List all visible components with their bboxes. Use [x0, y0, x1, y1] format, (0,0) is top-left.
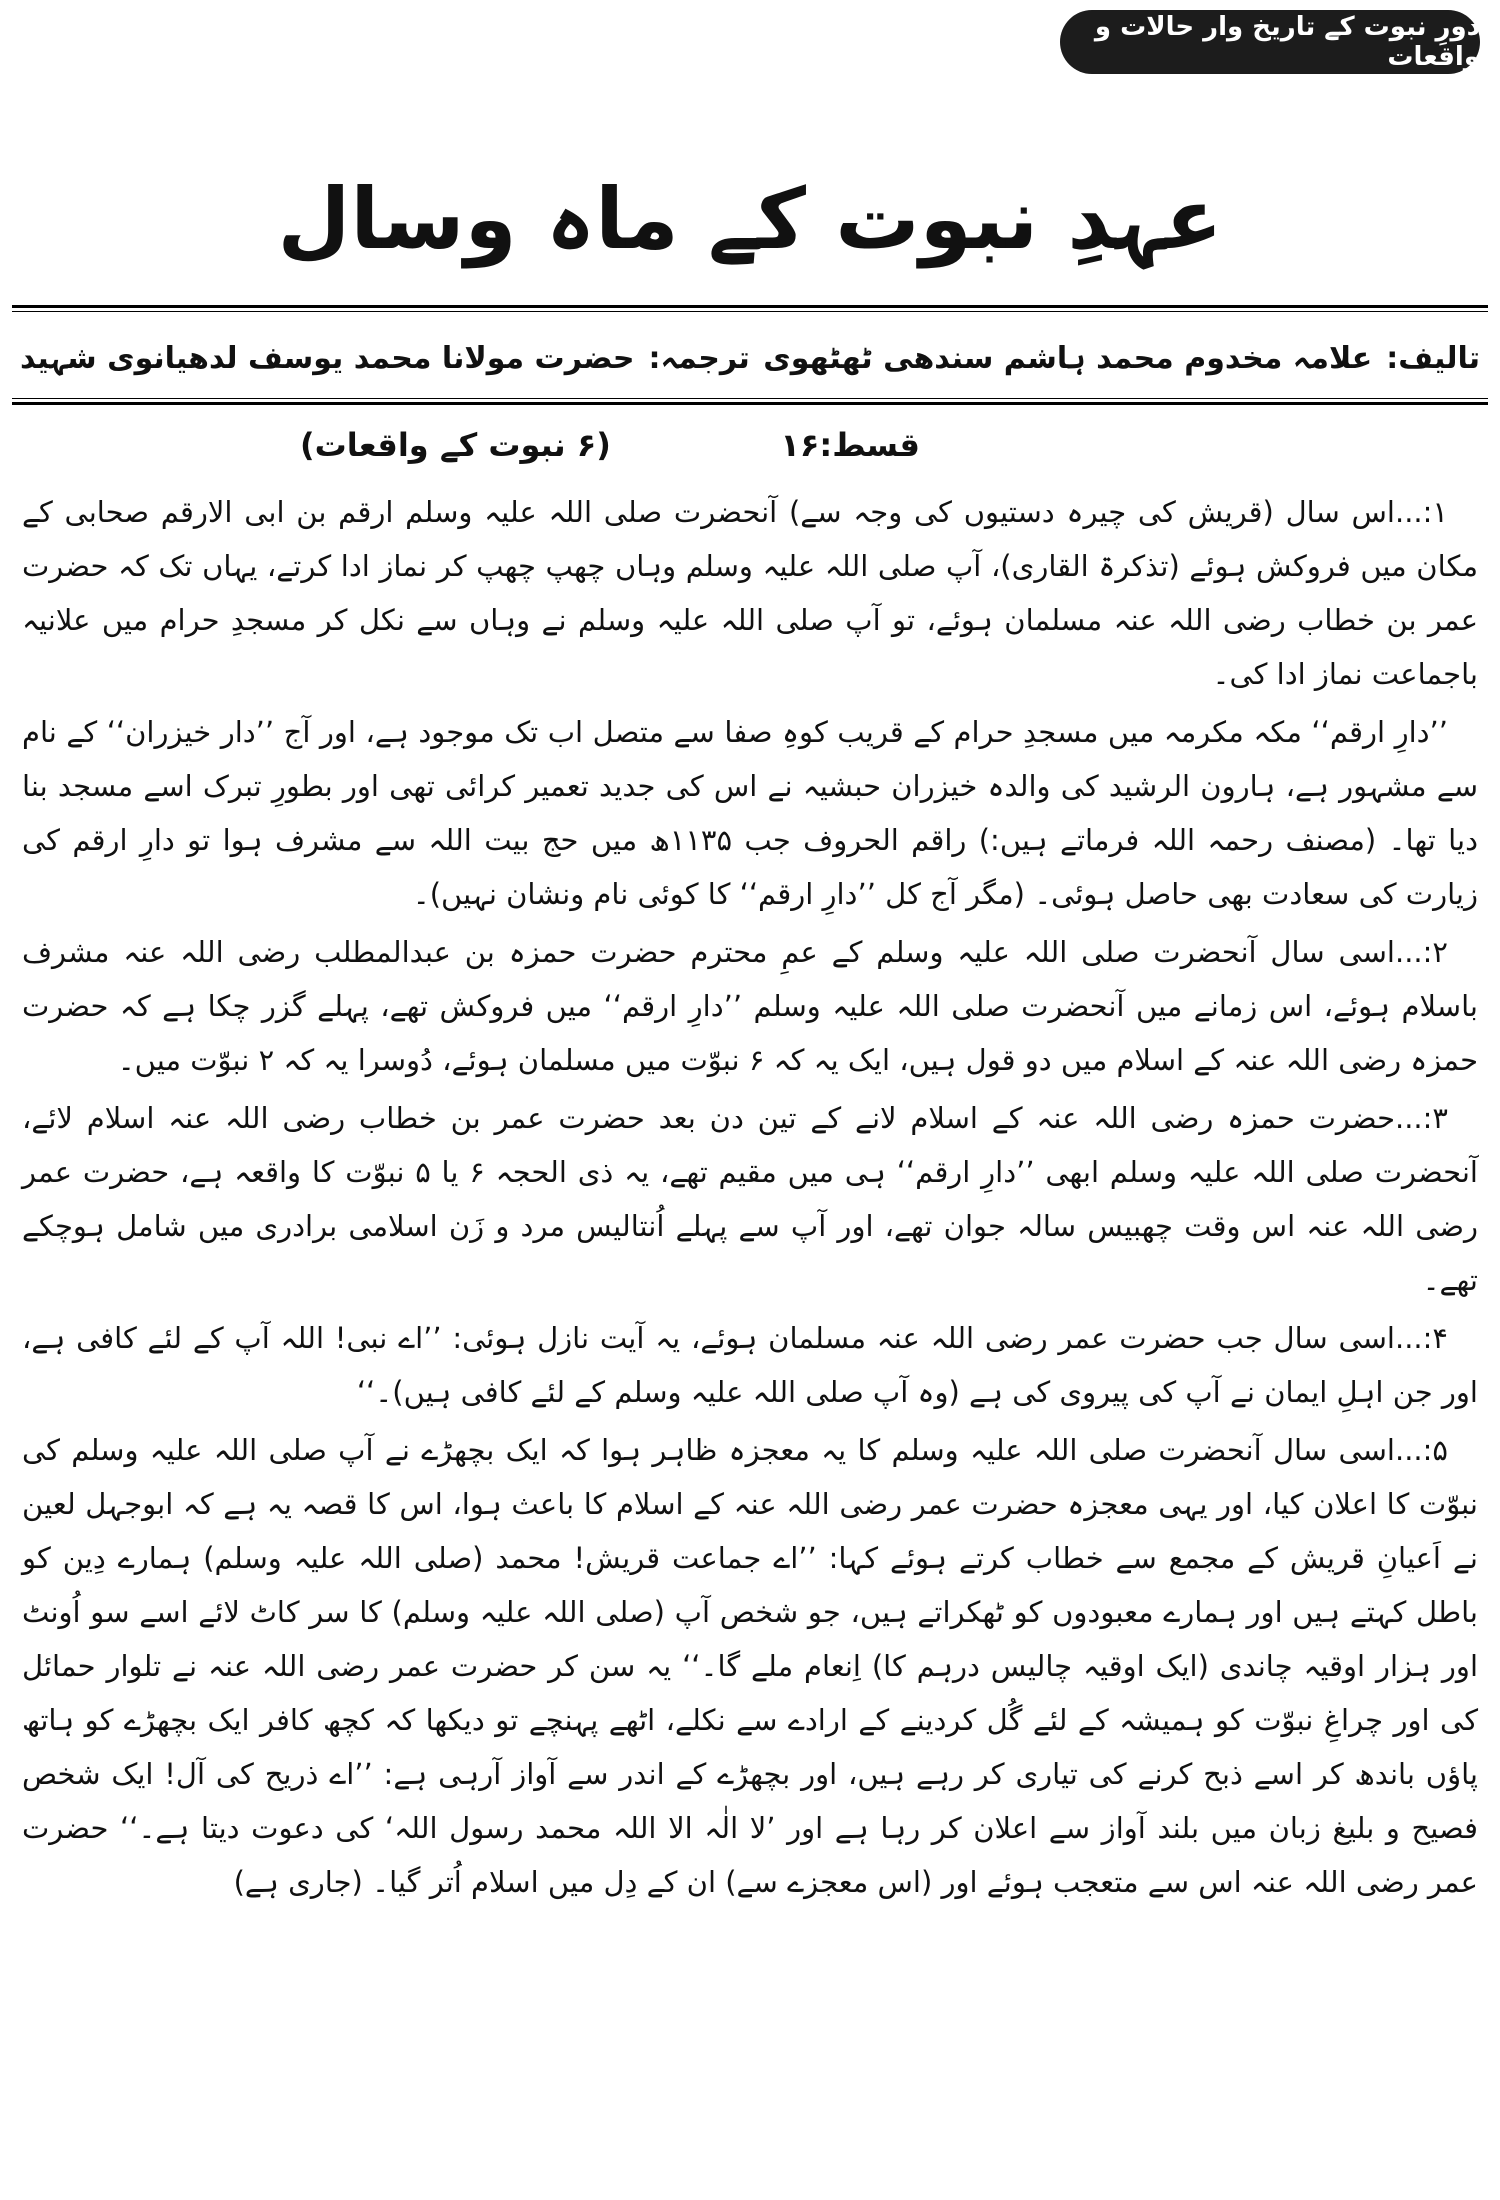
paragraph-1: ۱:...اس سال (قریش کی چیرہ دستیوں کی وجہ سے) آنحضرت صلی اللہ علیہ وسلم ارقم بن ابی الارقم صحابی کے مکان میں فروکش ہوئے (تذکرۃ القاری)، آپ صلی اللہ علیہ وسلم وہاں چھپ چھپ کر نماز ادا کرتے، یہاں تک کہ حضرت عمر بن خطاب رضی اللہ عنہ مسلمان ہوئے، تو آپ صلی اللہ علیہ وسلم نے وہاں سے نکل کر مسجدِ حرام میں علانیہ باجماعت نماز ادا کی۔ — [22, 495, 1478, 691]
translator-name: حضرت مولانا محمد یوسف لدھیانوی شہید — [20, 340, 635, 376]
title-divider-thin — [12, 311, 1488, 312]
article-body — [22, 485, 1478, 1913]
translator-credit — [20, 341, 750, 376]
installment-heading — [300, 420, 920, 470]
installment-subject: (۶ نبوت کے واقعات) — [300, 426, 611, 464]
paragraph-5: ۴:...اسی سال جب حضرت عمر رضی اللہ عنہ مسلمان ہوئے، یہ آیت نازل ہوئی: ’’اے نبی! اللہ آپ کے لئے کافی ہے، اور جن اہلِ ایمان نے آپ کی پیروی کی ہے (وہ آپ صلی اللہ علیہ وسلم کے لئے کافی ہیں)۔‘‘ — [22, 1321, 1478, 1409]
byline-divider-thin — [12, 398, 1488, 399]
author-label: تالیف: — [1386, 340, 1480, 376]
installment-number: قسط:۱۶ — [780, 426, 920, 464]
paragraph-2: ’’دارِ ارقم‘‘ مکہ مکرمہ میں مسجدِ حرام کے قریب کوہِ صفا سے متصل اب تک موجود ہے، اور آج ’’دار خیزران‘‘ کے نام سے مشہور ہے، ہارون الرشید کی والدہ خیزران حبشیہ نے اس کی جدید تعمیر کرائی تھی اور بطورِ تبرک اسے مسجد بنا دیا تھا۔ (مصنف رحمہ اللہ فرماتے ہیں:) راقم الحروف جب ۱۱۳۵ھ میں حج بیت اللہ سے مشرف ہوا تو دارِ ارقم کی زیارت کی سعادت بھی حاصل ہوئی۔ (مگر آج کل ’’دارِ ارقم‘‘ کا کوئی نام ونشان نہیں)۔ — [22, 715, 1478, 911]
paragraph-4: ۳:...حضرت حمزہ رضی اللہ عنہ کے اسلام لانے کے تین دن بعد حضرت عمر بن خطاب رضی اللہ عنہ اسلام لائے، آنحضرت صلی اللہ علیہ وسلم ابھی ’’دارِ ارقم‘‘ ہی میں مقیم تھے، یہ ذی الحجہ ۶ یا ۵ نبوّت کا واقعہ ہے، حضرت عمر رضی اللہ عنہ اس وقت چھبیس سالہ جوان تھے، اور آپ سے پہلے اُنتالیس مرد و زَن اسلامی برادری میں شامل ہوچکے تھے۔ — [22, 1101, 1478, 1297]
title-divider — [12, 305, 1488, 308]
translator-label: ترجمہ: — [648, 340, 750, 376]
paragraph-6: ۵:...اسی سال آنحضرت صلی اللہ علیہ وسلم کا یہ معجزہ ظاہر ہوا کہ ایک بچھڑے نے آپ صلی اللہ علیہ وسلم کی نبوّت کا اعلان کیا، اور یہی معجزہ حضرت عمر رضی اللہ عنہ کے اسلام کا باعث ہوا، اس کا قصہ یہ ہے کہ ابوجہل لعین نے اَعیانِ قریش کے مجمع سے خطاب کرتے ہوئے کہا: ’’اے جماعت قریش! محمد (صلی اللہ علیہ وسلم) ہمارے دِین کو باطل کہتے ہیں اور ہمارے معبودوں کو ٹھکراتے ہیں، جو شخص آپ (صلی اللہ علیہ وسلم) کا سر کاٹ لائے اسے سو اُونٹ اور ہزار اوقیہ چاندی (ایک اوقیہ چالیس درہم کا) اِنعام ملے گا۔‘‘ یہ سن کر حضرت عمر رضی اللہ عنہ نے تلوار حمائل کی اور چراغِ نبوّت کو ہمیشہ کے لئے گُل کردینے کے ارادے سے نکلے، اٹھے پہنچے تو دیکھا کہ کچھ کافر ایک بچھڑے کو ہاتھ پاؤں باندھ کر اسے ذبح کرنے کی تیاری کر رہے ہیں، اور بچھڑے کے اندر سے آواز آرہی ہے: ’’اے ذریح کی آل! ایک شخص فصیح و بلیغ زبان میں بلند آواز سے اعلان کر رہا ہے اور ’لا الٰہ الا اللہ محمد رسول اللہ‘ کی دعوت دیتا ہے۔‘‘ حضرت عمر رضی اللہ عنہ اس سے متعجب ہوئے اور (اس معجزے سے) ان کے دِل میں اسلام اُتر گیا۔ (جاری ہے) — [22, 1433, 1478, 1899]
byline-divider — [12, 402, 1488, 405]
series-badge: دورِ نبوت کے تاریخ وار حالات و واقعات — [1060, 10, 1480, 74]
author-credit — [763, 341, 1480, 376]
author-name: علامہ مخدوم محمد ہاشم سندھی ٹھٹھوی — [763, 340, 1373, 376]
page-title: عہدِ نبوت کے ماہ وسال — [277, 170, 1223, 268]
paragraph-3: ۲:...اسی سال آنحضرت صلی اللہ علیہ وسلم کے عمِ محترم حضرت حمزہ بن عبدالمطلب رضی اللہ عنہ مشرف باسلام ہوئے، اس زمانے میں آنحضرت صلی اللہ علیہ وسلم ’’دارِ ارقم‘‘ میں فروکش تھے، پہلے گزر چکا ہے کہ حضرت حمزہ رضی اللہ عنہ کے اسلام میں دو قول ہیں، ایک یہ کہ ۶ نبوّت میں مسلمان ہوئے، دُوسرا یہ کہ ۲ نبوّت میں۔ — [22, 935, 1478, 1077]
byline — [20, 330, 1480, 386]
